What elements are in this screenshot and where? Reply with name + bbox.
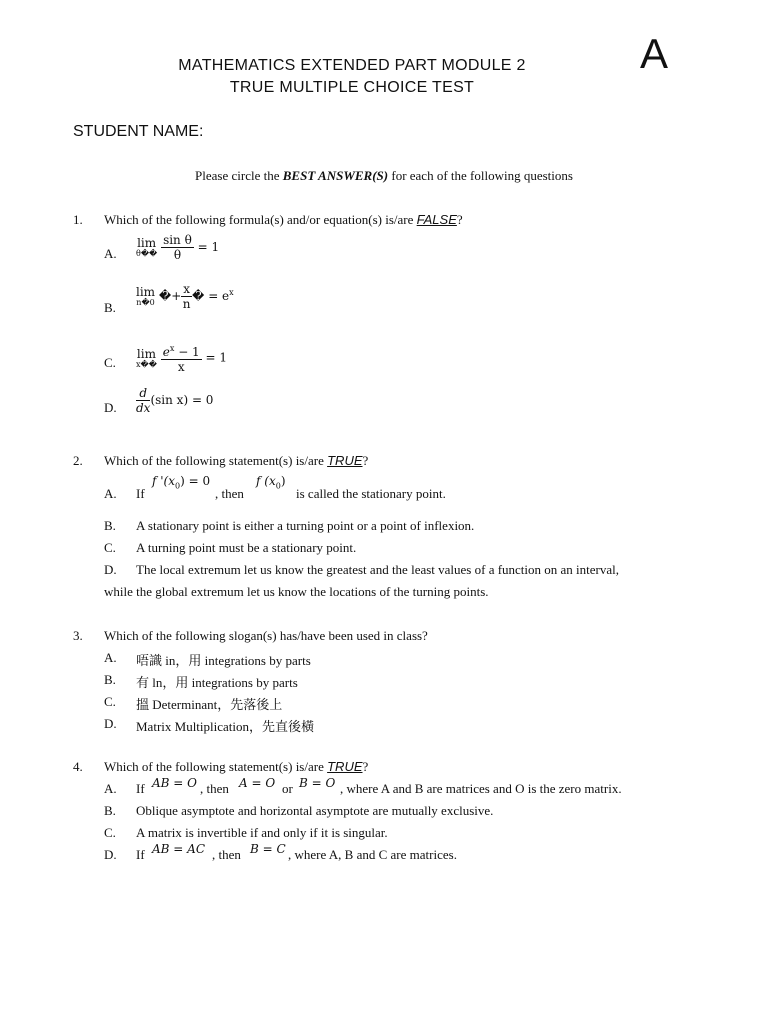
q2-a-m1-sub: 0: [175, 481, 181, 491]
q2-a-m2: f (x: [256, 474, 276, 488]
q4-key-word: TRUE: [327, 759, 363, 774]
q1-a-lim: lim: [137, 236, 157, 250]
q4-option-b-label: B.: [104, 803, 116, 818]
q4-a-m1: AB = O: [152, 776, 198, 790]
q1-b-lim-sub: n�0: [136, 298, 155, 307]
q3-option-d-text: Matrix Multiplication，先直後橫: [136, 719, 315, 734]
q2-option-d-text: The local extremum let us know the greatest and the least values of a function on an interval,: [136, 562, 620, 577]
q2-a-m2-sub: 0: [275, 481, 281, 491]
q2-a-m1-tail: ) = 0: [180, 474, 211, 488]
q1-option-c-label: C.: [104, 355, 116, 370]
q2-option-a-end: is called the stationary point.: [296, 486, 446, 501]
q4-option-a-or: or: [282, 781, 293, 796]
q1-b-bracket-open: �: [158, 289, 172, 303]
title-line-1: MATHEMATICS EXTENDED PART MODULE 2: [178, 57, 526, 74]
q4-a-m3: B = O: [299, 776, 336, 790]
q1-stem: [104, 212, 463, 228]
student-name-label: STUDENT NAME:: [73, 123, 204, 140]
q1-a-den: θ: [173, 248, 182, 262]
q4-option-d-label: D.: [104, 847, 117, 862]
q4-d-m1: AB = AC: [152, 842, 206, 856]
q3-option-d-label: D.: [104, 716, 117, 731]
q2-a-m1: f '(x: [152, 474, 176, 488]
q3-option-b-label: B.: [104, 672, 116, 687]
q1-a-num: sin θ: [163, 233, 192, 247]
q1-c-num-tail: − 1: [174, 345, 200, 359]
q2-option-b-text: A stationary point is either a turning point or a point of inflexion.: [136, 518, 475, 533]
q2-stem-end: ?: [362, 453, 369, 468]
q4-stem: [104, 759, 368, 775]
test-version: A: [640, 30, 669, 77]
q4-option-a-end: , where A and B are matrices and O is the zero matrix.: [340, 781, 622, 796]
q1-key-word: FALSE: [416, 212, 457, 227]
q1-b-plus: +: [171, 289, 182, 303]
q1-c-lim-sub: x��: [136, 359, 157, 369]
q4-stem-end: ?: [362, 759, 369, 774]
q1-b-rhs: = e: [208, 289, 230, 303]
q4-number: 4.: [73, 759, 83, 774]
q3-stem: Which of the following slogan(s) has/have been used in class?: [104, 628, 428, 643]
q1-option-a-label: A.: [104, 246, 117, 261]
q1-c-num-exp: x: [169, 344, 175, 353]
q2-option-c-label: C.: [104, 540, 116, 555]
q1-b-exp: x: [229, 288, 234, 297]
title-line-2: TRUE MULTIPLE CHOICE TEST: [229, 79, 475, 96]
instructions-suffix: for each of the following questions: [391, 168, 573, 183]
q1-d-num: d: [139, 386, 148, 400]
q1-c-rhs: = 1: [205, 350, 228, 365]
q2-stem: [104, 453, 368, 469]
q4-option-d-math-1: [152, 842, 205, 856]
q1-a-rhs: = 1: [197, 240, 220, 254]
q1-c-den: x: [177, 360, 185, 374]
q1-b-lim: lim: [136, 285, 156, 299]
q3-option-a-label: A.: [104, 650, 117, 665]
q1-stem-end: ?: [456, 212, 463, 227]
q4-option-c-label: C.: [104, 825, 116, 840]
q4-option-d-then: , then: [212, 847, 241, 862]
q1-a-lim-sub: θ��: [136, 249, 158, 258]
q3-option-c-label: C.: [104, 694, 116, 709]
q1-b-bracket-close: �: [192, 289, 205, 303]
q1-b-den: n: [182, 297, 191, 311]
q2-option-a-label: A.: [104, 486, 117, 501]
q1-stem-text: Which of the following formula(s) and/or equation(s) is/are: [104, 212, 414, 227]
q4-option-a-label: A.: [104, 781, 117, 796]
q1-option-d-label: D.: [104, 400, 117, 415]
q2-option-c-text: A turning point must be a stationary point.: [136, 540, 357, 555]
q4-option-d-if: If: [136, 847, 145, 862]
q4-option-a-math-1: [152, 776, 197, 790]
q4-option-d-end: , where A, B and C are matrices.: [288, 847, 457, 862]
q4-stem-text: Which of the following statement(s) is/are: [104, 759, 324, 774]
q1-d-rhs: (sin x) = 0: [150, 393, 214, 407]
instructions: [0, 168, 768, 184]
q2-option-a-math-1: [152, 474, 210, 490]
q1-option-b-label: B.: [104, 300, 116, 315]
q1-option-c-formula: [136, 342, 227, 374]
q2-option-a-then: , then: [215, 486, 244, 501]
q2-option-a-math-2: [256, 474, 286, 490]
q3-option-a-text: 唔識 in，用 integrations by parts: [136, 653, 311, 668]
q1-number: 1.: [73, 212, 83, 227]
q2-option-a-if: If: [136, 486, 145, 501]
instructions-emphasis: BEST ANSWER(S): [282, 168, 389, 183]
q2-option-b-label: B.: [104, 518, 116, 533]
q1-b-num: x: [183, 282, 191, 296]
q4-option-a-if: If: [136, 781, 145, 796]
q4-option-d-math-2: [250, 842, 286, 856]
q2-key-word: TRUE: [327, 453, 363, 468]
q2-option-d-label: D.: [104, 562, 117, 577]
q1-c-lim: lim: [136, 346, 156, 361]
q1-d-den: dx: [136, 401, 151, 415]
q4-option-a-math-3: [299, 776, 335, 790]
q4-d-m2: B = C: [250, 842, 286, 856]
q2-a-m2-tail: ): [280, 474, 286, 488]
q4-option-a-then: , then: [200, 781, 229, 796]
q4-a-m2: A = O: [239, 776, 276, 790]
instructions-prefix: Please circle the: [195, 168, 280, 183]
q1-option-d-formula: [136, 386, 213, 415]
q1-c-num: e: [162, 345, 170, 359]
q4-option-b-text: Oblique asymptote and horizontal asymptote are mutually exclusive.: [136, 803, 494, 818]
q1-option-a-formula: [136, 233, 219, 262]
q4-option-a-math-2: [239, 776, 275, 790]
q2-stem-text: Which of the following statement(s) is/are: [104, 453, 324, 468]
q2-number: 2.: [73, 453, 83, 468]
q3-number: 3.: [73, 628, 83, 643]
q3-option-c-text: 搵 Determinant，先落後上: [136, 697, 283, 712]
q4-option-c-text: A matrix is invertible if and only if it is singular.: [136, 825, 388, 840]
q2-option-d-text-cont: while the global extremum let us know the locations of the turning points.: [104, 584, 489, 599]
q3-option-b-text: 有 ln，用 integrations by parts: [136, 675, 298, 690]
q1-option-b-formula: [136, 282, 234, 311]
